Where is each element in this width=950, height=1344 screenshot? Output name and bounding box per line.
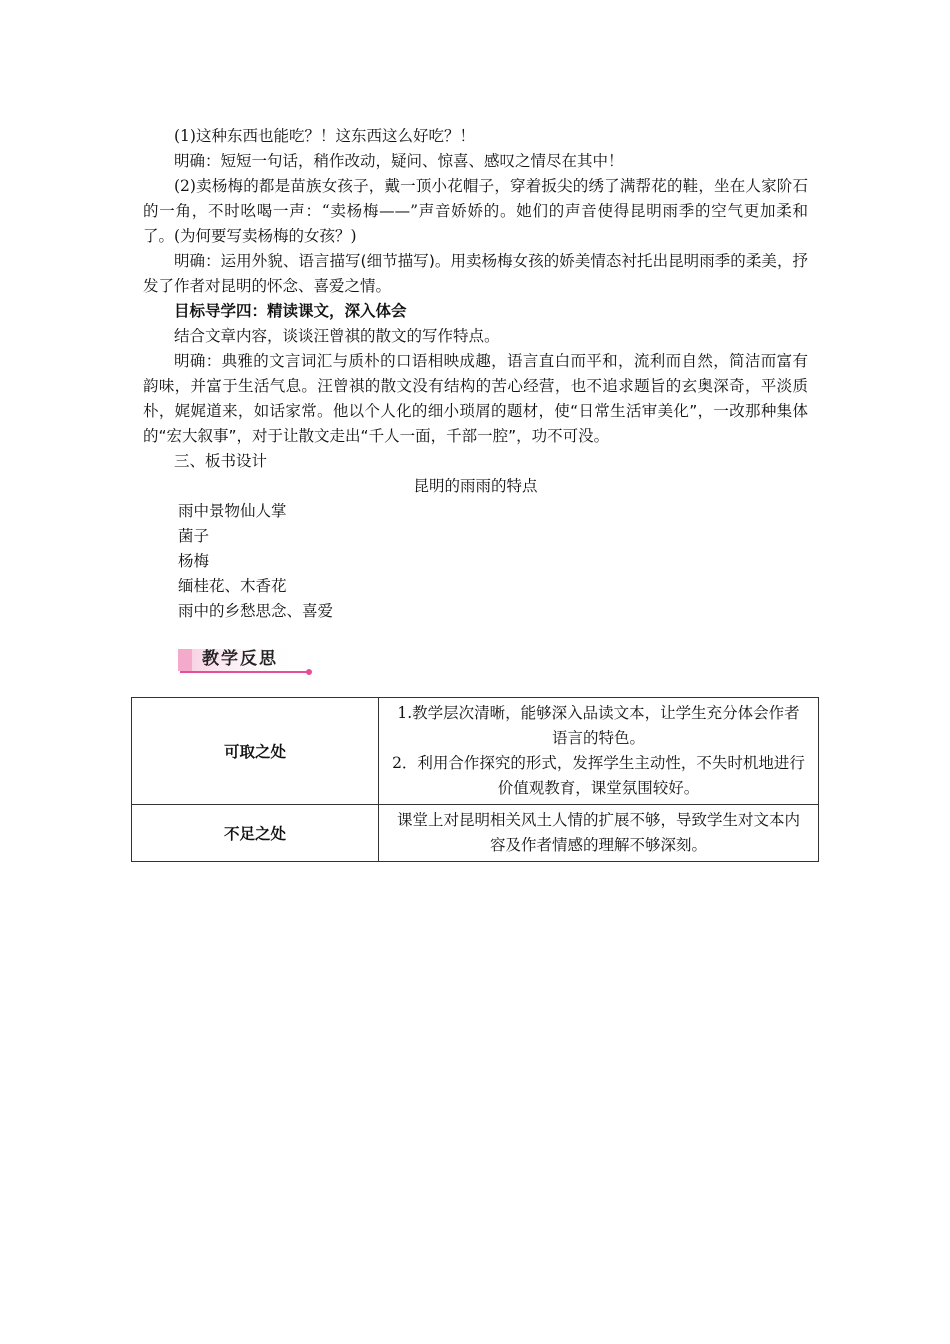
strength-line: 1.教学层次清晰，能够深入品读文本，让学生充分体会作者语言的特色。 — [397, 704, 800, 747]
answer-1: 明确：短短一句话，稍作改动，疑问、惊喜、感叹之情尽在其中！ — [174, 152, 624, 170]
row-label-weaknesses: 不足之处 — [132, 805, 379, 862]
board-item: 杨梅 — [178, 552, 210, 570]
table-row — [132, 698, 819, 805]
question-3: 结合文章内容，谈谈汪曾祺的散文的写作特点。 — [174, 327, 500, 345]
question-2: (2)卖杨梅的都是苗族女孩子，戴一顶小花帽子，穿着扳尖的绣了满帮花的鞋，坐在人家阶石的一角，不时吆喝一声：“卖杨梅——”声音娇娇的。她们的声音使得昆明雨季的空气更加柔和了。(为何要写卖杨梅的女孩？) — [143, 177, 808, 245]
section-heading-goal-4: 目标导学四：精读课文，深入体会 — [174, 302, 407, 320]
row-label-strengths: 可取之处 — [132, 698, 379, 805]
board-items — [143, 499, 808, 624]
board-item: 菌子 — [178, 527, 210, 545]
reflection-table — [131, 697, 819, 862]
board-item: 缅桂花、木香花 — [178, 577, 287, 595]
answer-2: 明确：运用外貌、语言描写(细节描写)。用卖杨梅女孩的娇美情态衬托出昆明雨季的柔美，抒发了作者对昆明的怀念、喜爱之情。 — [143, 252, 808, 295]
board-item: 雨中的乡愁思念、喜爱 — [178, 602, 334, 620]
row-text-weaknesses — [379, 805, 819, 862]
section-badge — [176, 648, 314, 676]
row-text-strengths — [379, 698, 819, 805]
strength-line: 2．利用合作探究的形式，发挥学生主动性，不失时机地进行价值观教育，课堂氛围较好。 — [392, 754, 805, 797]
document-body — [143, 124, 808, 624]
table-row — [132, 805, 819, 862]
badge-label: 教学反思 — [202, 649, 278, 669]
board-title: 昆明的雨雨的特点 — [413, 477, 538, 495]
board-item: 雨中景物仙人掌 — [178, 502, 287, 520]
question-1: (1)这种东西也能吃？！这东西这么好吃？！ — [174, 127, 475, 145]
weakness-line: 课堂上对昆明相关风土人情的扩展不够，导致学生对文本内容及作者情感的理解不够深刻。 — [396, 811, 800, 854]
section-heading-board: 三、板书设计 — [174, 452, 268, 470]
answer-3: 明确：典雅的文言词汇与质朴的口语相映成趣，语言直白而平和，流利而自然，简洁而富有韵味，并富于生活气息。汪曾祺的散文没有结构的苦心经营，也不追求题旨的玄奥深奇，平淡质朴，娓娓道来，如话家常。他以个人化的细小琐屑的题材，使“日常生活审美化”，一改那种集体的“宏大叙事”，对于让散文走出“千人一面，千部一腔”，功不可没。 — [143, 352, 808, 445]
